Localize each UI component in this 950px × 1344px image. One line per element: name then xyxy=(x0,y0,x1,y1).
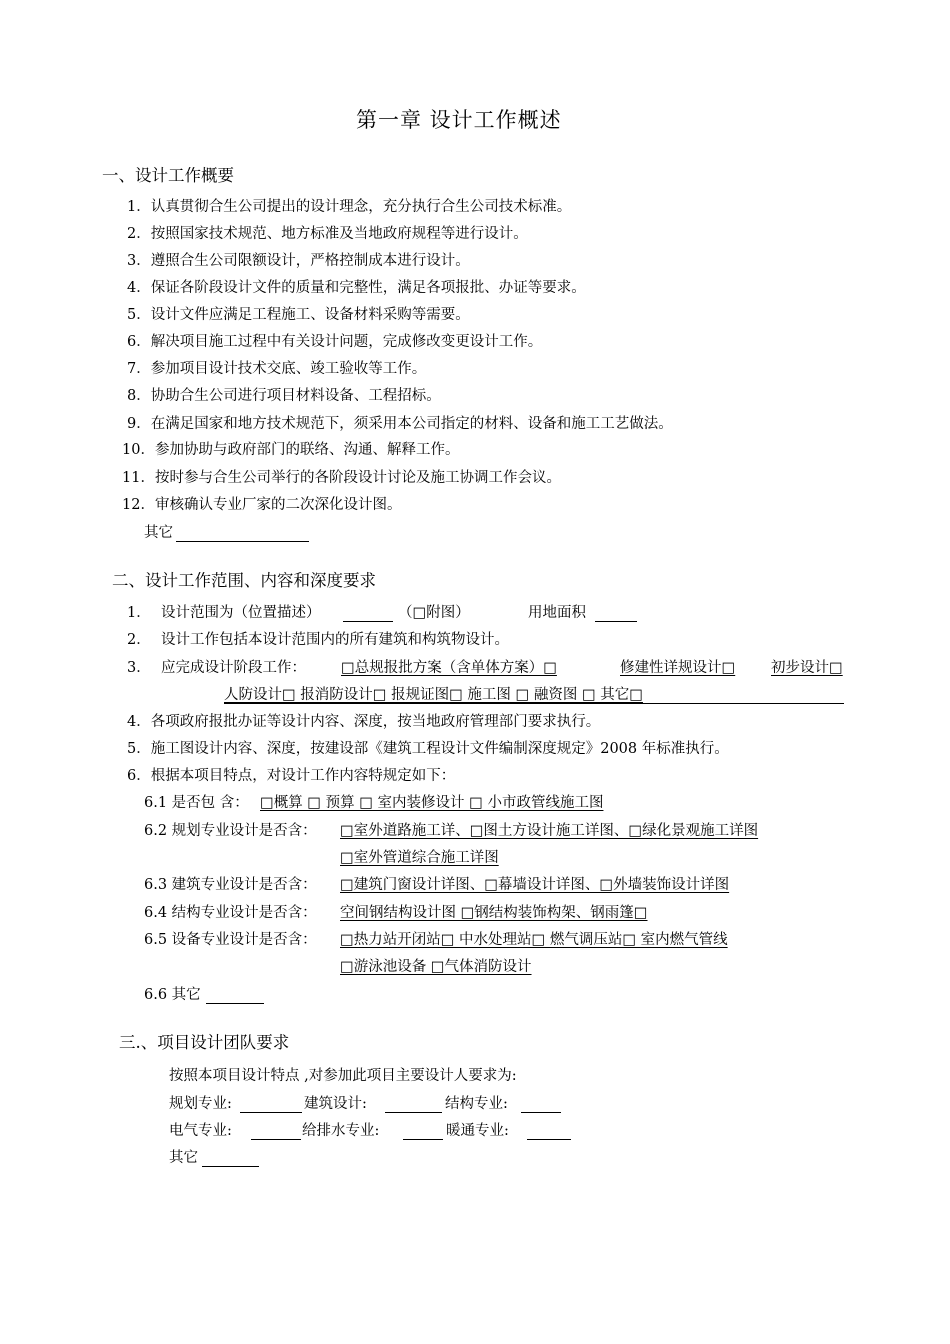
r62-label: 6.2 规划专业设计是否含： xyxy=(144,823,317,839)
s2-item-1-area: 用地面积 xyxy=(528,605,586,621)
s1-other-blank[interactable] xyxy=(176,541,309,542)
s2-item-3-num: 3． xyxy=(127,660,151,676)
s1-item-9: 9．在满足国家和地方技术规范下，须采用本公司指定的材料、设备和施工工艺做法。 xyxy=(127,416,673,432)
water-label: 给排水专业: xyxy=(302,1123,380,1139)
hvac-label: 暖通专业: xyxy=(446,1123,509,1139)
s1-item-2: 2．按照国家技术规范、地方标准及当地政府规程等进行设计。 xyxy=(127,226,528,242)
s2-item-1-attach: （□附图） xyxy=(398,605,470,621)
r66-blank[interactable] xyxy=(206,1003,264,1004)
s3-other-label: 其它 xyxy=(169,1150,198,1166)
scope-location-blank[interactable] xyxy=(343,621,393,622)
arch-label: 建筑设计: xyxy=(304,1096,367,1112)
s2-item-2-num: 2． xyxy=(127,632,151,648)
s1-item-11: 11．按时参与合生公司举行的各阶段设计讨论及施工协调工作会议。 xyxy=(122,470,561,486)
s2-item-2-text: 设计工作包括本设计范围内的所有建筑和构筑物设计。 xyxy=(161,632,509,648)
design-stage-options-b[interactable]: 修建性详规设计□ xyxy=(620,660,736,676)
r64-label: 6.4 结构专业设计是否含： xyxy=(144,905,317,921)
s1-item-4: 4．保证各阶段设计文件的质量和完整性，满足各项报批、办证等要求。 xyxy=(127,280,586,296)
r65-options-line2[interactable]: □游泳池设备 □气体消防设计 xyxy=(340,959,532,975)
s1-item-5: 5．设计文件应满足工程施工、设备材料采购等需要。 xyxy=(127,307,470,323)
s1-item-7: 7．参加项目设计技术交底、竣工验收等工作。 xyxy=(127,361,427,377)
s1-other-label: 其它 xyxy=(144,525,173,541)
r62-options[interactable]: □室外道路施工详、□图土方设计施工详图、□绿化景观施工详图 xyxy=(340,823,759,839)
r61-options[interactable]: □概算 □ 预算 □ 室内装修设计 □ 小市政管线施工图 xyxy=(260,795,604,811)
struct-blank[interactable] xyxy=(521,1112,561,1113)
land-area-blank[interactable] xyxy=(595,621,637,622)
design-stage-options-a[interactable]: □总规报批方案（含单体方案）□ xyxy=(341,660,557,676)
design-stage-options-line2[interactable]: 人防设计□ 报消防设计□ 报规证图□ 施工图 □ 融资图 □ 其它□ xyxy=(224,687,643,703)
r65-options[interactable]: □热力站开闭站□ 中水处理站□ 燃气调压站□ 室内燃气管线 xyxy=(340,932,728,948)
r62-options-line2[interactable]: □室外管道综合施工详图 xyxy=(340,850,499,866)
s3-other-blank[interactable] xyxy=(202,1166,259,1167)
water-blank[interactable] xyxy=(403,1139,443,1140)
arch-blank[interactable] xyxy=(385,1112,442,1113)
r63-options[interactable]: □建筑门窗设计详图、□幕墙设计详图、□外墙装饰设计详图 xyxy=(340,877,730,893)
r65-label: 6.5 设备专业设计是否含： xyxy=(144,932,317,948)
s2-item-1-text: 设计范围为（位置描述） xyxy=(161,605,321,621)
section-3-heading: 三.、项目设计团队要求 xyxy=(119,1033,290,1052)
r61-label: 6.1 是否包 含： xyxy=(144,795,249,811)
plan-blank[interactable] xyxy=(240,1112,302,1113)
s2-item-6: 6．根据本项目特点，对设计工作内容特规定如下： xyxy=(127,768,456,784)
chapter-title: 第一章 设计工作概述 xyxy=(356,108,562,132)
s2-item-4: 4．各项政府报批办证等设计内容、深度，按当地政府管理部门要求执行。 xyxy=(127,714,601,730)
s1-item-1: 1．认真贯彻合生公司提出的设计理念，充分执行合生公司技术标准。 xyxy=(127,199,572,215)
elec-label: 电气专业: xyxy=(169,1123,232,1139)
s1-item-3: 3．遵照合生公司限额设计，严格控制成本进行设计。 xyxy=(127,253,470,269)
design-stage-line2-rule xyxy=(224,703,844,704)
section-2-heading: 二、设计工作范围、内容和深度要求 xyxy=(112,571,376,590)
s2-item-5: 5．施工图设计内容、深度，按建设部《建筑工程设计文件编制深度规定》2008 年标准执行。 xyxy=(127,741,729,757)
s1-item-6: 6．解决项目施工过程中有关设计问题，完成修改变更设计工作。 xyxy=(127,334,543,350)
r63-label: 6.3 建筑专业设计是否含： xyxy=(144,877,317,893)
plan-label: 规划专业: xyxy=(169,1096,232,1112)
hvac-blank[interactable] xyxy=(527,1139,571,1140)
s1-item-12: 12．审核确认专业厂家的二次深化设计图。 xyxy=(122,497,402,513)
s1-item-8: 8．协助合生公司进行项目材料设备、工程招标。 xyxy=(127,388,441,404)
elec-blank[interactable] xyxy=(251,1139,301,1140)
r64-options[interactable]: 空间钢结构设计图 □钢结构装饰构架、钢雨篷□ xyxy=(340,905,648,921)
section-1-heading: 一、设计工作概要 xyxy=(102,166,234,185)
s2-item-3-lead: 应完成设计阶段工作： xyxy=(161,660,306,676)
s1-item-10: 10．参加协助与政府部门的联络、沟通、解释工作。 xyxy=(122,442,460,458)
r66-label: 6.6 其它 xyxy=(144,987,201,1003)
s3-intro: 按照本项目设计特点 ,对参加此项目主要设计人要求为: xyxy=(169,1068,517,1084)
struct-label: 结构专业: xyxy=(445,1096,508,1112)
design-stage-options-c[interactable]: 初步设计□ xyxy=(771,660,843,676)
s2-item-1-num: 1． xyxy=(127,605,151,621)
